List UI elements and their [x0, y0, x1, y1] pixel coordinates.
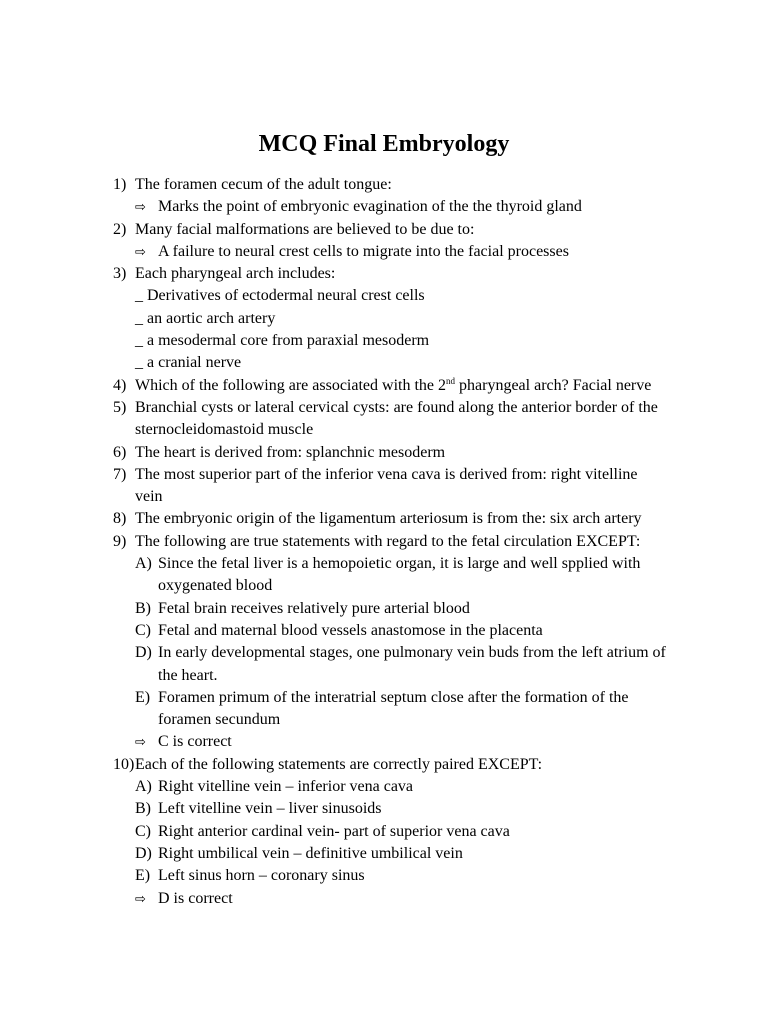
option-text: Fetal and maternal blood vessels anastomose in the placenta: [158, 621, 543, 639]
option-e: [113, 865, 683, 887]
question-5: [113, 397, 683, 419]
text-part: pharyngeal arch? Facial nerve: [455, 376, 652, 394]
question-text: [135, 375, 651, 397]
option-text: foramen secundum: [158, 711, 281, 729]
arrow-right-icon: ⇨: [135, 244, 146, 260]
option-letter: E): [135, 688, 151, 706]
option-letter: C): [135, 621, 151, 639]
question-text: The foramen cecum of the adult tongue:: [135, 176, 392, 193]
answer-text: Marks the point of embryonic evagination of the the thyroid gland: [158, 198, 582, 216]
question-number: 4): [113, 376, 127, 394]
question-number: 3): [113, 265, 127, 283]
answer-text: C is correct: [158, 733, 232, 751]
option-text: Fetal brain receives relatively pure arterial blood: [158, 599, 470, 617]
question-number: 7): [113, 465, 127, 483]
question-text: Each pharyngeal arch includes:: [135, 265, 336, 283]
option-e-continued: [113, 709, 683, 731]
list-item: [113, 285, 683, 307]
question-number: 1): [113, 176, 127, 193]
question-number: 6): [113, 443, 127, 461]
question-2: [113, 219, 683, 241]
option-letter: C): [135, 822, 151, 840]
question-text: sternocleidomastoid muscle: [135, 421, 314, 439]
option-c: [113, 821, 683, 843]
option-b: [113, 598, 683, 620]
question-number: 10): [113, 755, 135, 773]
question-text: The embryonic origin of the ligamentum arteriosum is from the: six arch artery: [135, 510, 642, 528]
question-number: 5): [113, 398, 127, 416]
option-a: [113, 553, 683, 575]
question-7-continued: [113, 486, 683, 508]
option-text: Right anterior cardinal vein- part of superior vena cava: [158, 822, 510, 840]
question-9: [113, 531, 683, 553]
option-letter: A): [135, 778, 152, 796]
question-text: Each of the following statements are correctly paired EXCEPT:: [135, 755, 543, 773]
option-text: In early developmental stages, one pulmonary vein buds from the left atrium of: [158, 644, 666, 662]
question-text: vein: [135, 488, 163, 506]
option-text: oxygenated blood: [158, 577, 273, 595]
question-4: [113, 375, 683, 397]
question-5-continued: [113, 419, 683, 441]
option-d: [113, 642, 683, 664]
option-letter: B): [135, 800, 151, 818]
question-text: Many facial malformations are believed to be due to:: [135, 220, 475, 238]
item-text: _ a cranial nerve: [135, 354, 242, 372]
question-text: The most superior part of the inferior vena cava is derived from: right vitelline: [135, 465, 638, 483]
question-text: The heart is derived from: splanchnic mesoderm: [135, 443, 446, 461]
question-3: [113, 263, 683, 285]
question-10-answer: [113, 888, 683, 910]
question-number: 8): [113, 510, 127, 528]
option-text: Left vitelline vein – liver sinusoids: [158, 800, 382, 818]
arrow-right-icon: ⇨: [135, 735, 146, 751]
option-b: [113, 798, 683, 820]
question-2-answer: [113, 241, 683, 263]
item-text: _ an aortic arch artery: [135, 309, 276, 327]
question-9-answer: [113, 731, 683, 753]
question-1: [113, 174, 683, 196]
list-item: [113, 308, 683, 330]
question-number: 2): [113, 220, 127, 238]
option-text: Foramen primum of the interatrial septum close after the formation of the: [158, 688, 629, 706]
option-text: the heart.: [158, 666, 218, 684]
superscript: nd: [446, 375, 456, 386]
option-c: [113, 620, 683, 642]
page-title: MCQ Final Embryology: [258, 131, 510, 157]
question-text: The following are true statements with regard to the fetal circulation EXCEPT:: [135, 532, 641, 550]
question-text: Branchial cysts or lateral cervical cysts: are found along the anterior border of the: [135, 398, 658, 416]
option-e: [113, 687, 683, 709]
option-text: Right umbilical vein – definitive umbilical vein: [158, 844, 463, 862]
arrow-right-icon: ⇨: [135, 200, 146, 216]
arrow-right-icon: ⇨: [135, 891, 146, 907]
question-10: [113, 754, 683, 776]
option-text: Left sinus horn – coronary sinus: [158, 867, 365, 885]
item-text: _ Derivatives of ectodermal neural crest cells: [135, 287, 425, 305]
option-letter: D): [135, 844, 152, 862]
option-letter: E): [135, 867, 151, 885]
option-d: [113, 843, 683, 865]
option-text: Since the fetal liver is a hemopoietic organ, it is large and well spplied with: [158, 555, 641, 573]
question-7: [113, 464, 683, 486]
option-d-continued: [113, 665, 683, 687]
question-1-answer: [113, 196, 683, 218]
question-8: [113, 508, 683, 530]
option-letter: B): [135, 599, 151, 617]
answer-text: A failure to neural crest cells to migrate into the facial processes: [158, 242, 569, 260]
option-a: [113, 776, 683, 798]
question-list: [113, 174, 683, 910]
answer-text: D is correct: [158, 889, 233, 907]
option-letter: A): [135, 555, 152, 573]
option-letter: D): [135, 644, 152, 662]
option-a-continued: [113, 575, 683, 597]
list-item: [113, 330, 683, 352]
question-number: 9): [113, 532, 127, 550]
list-item: [113, 352, 683, 374]
question-6: [113, 442, 683, 464]
item-text: _ a mesodermal core from paraxial mesoderm: [135, 332, 430, 350]
text-part: Which of the following are associated with the 2: [135, 376, 447, 394]
option-text: Right vitelline vein – inferior vena cava: [158, 778, 414, 796]
